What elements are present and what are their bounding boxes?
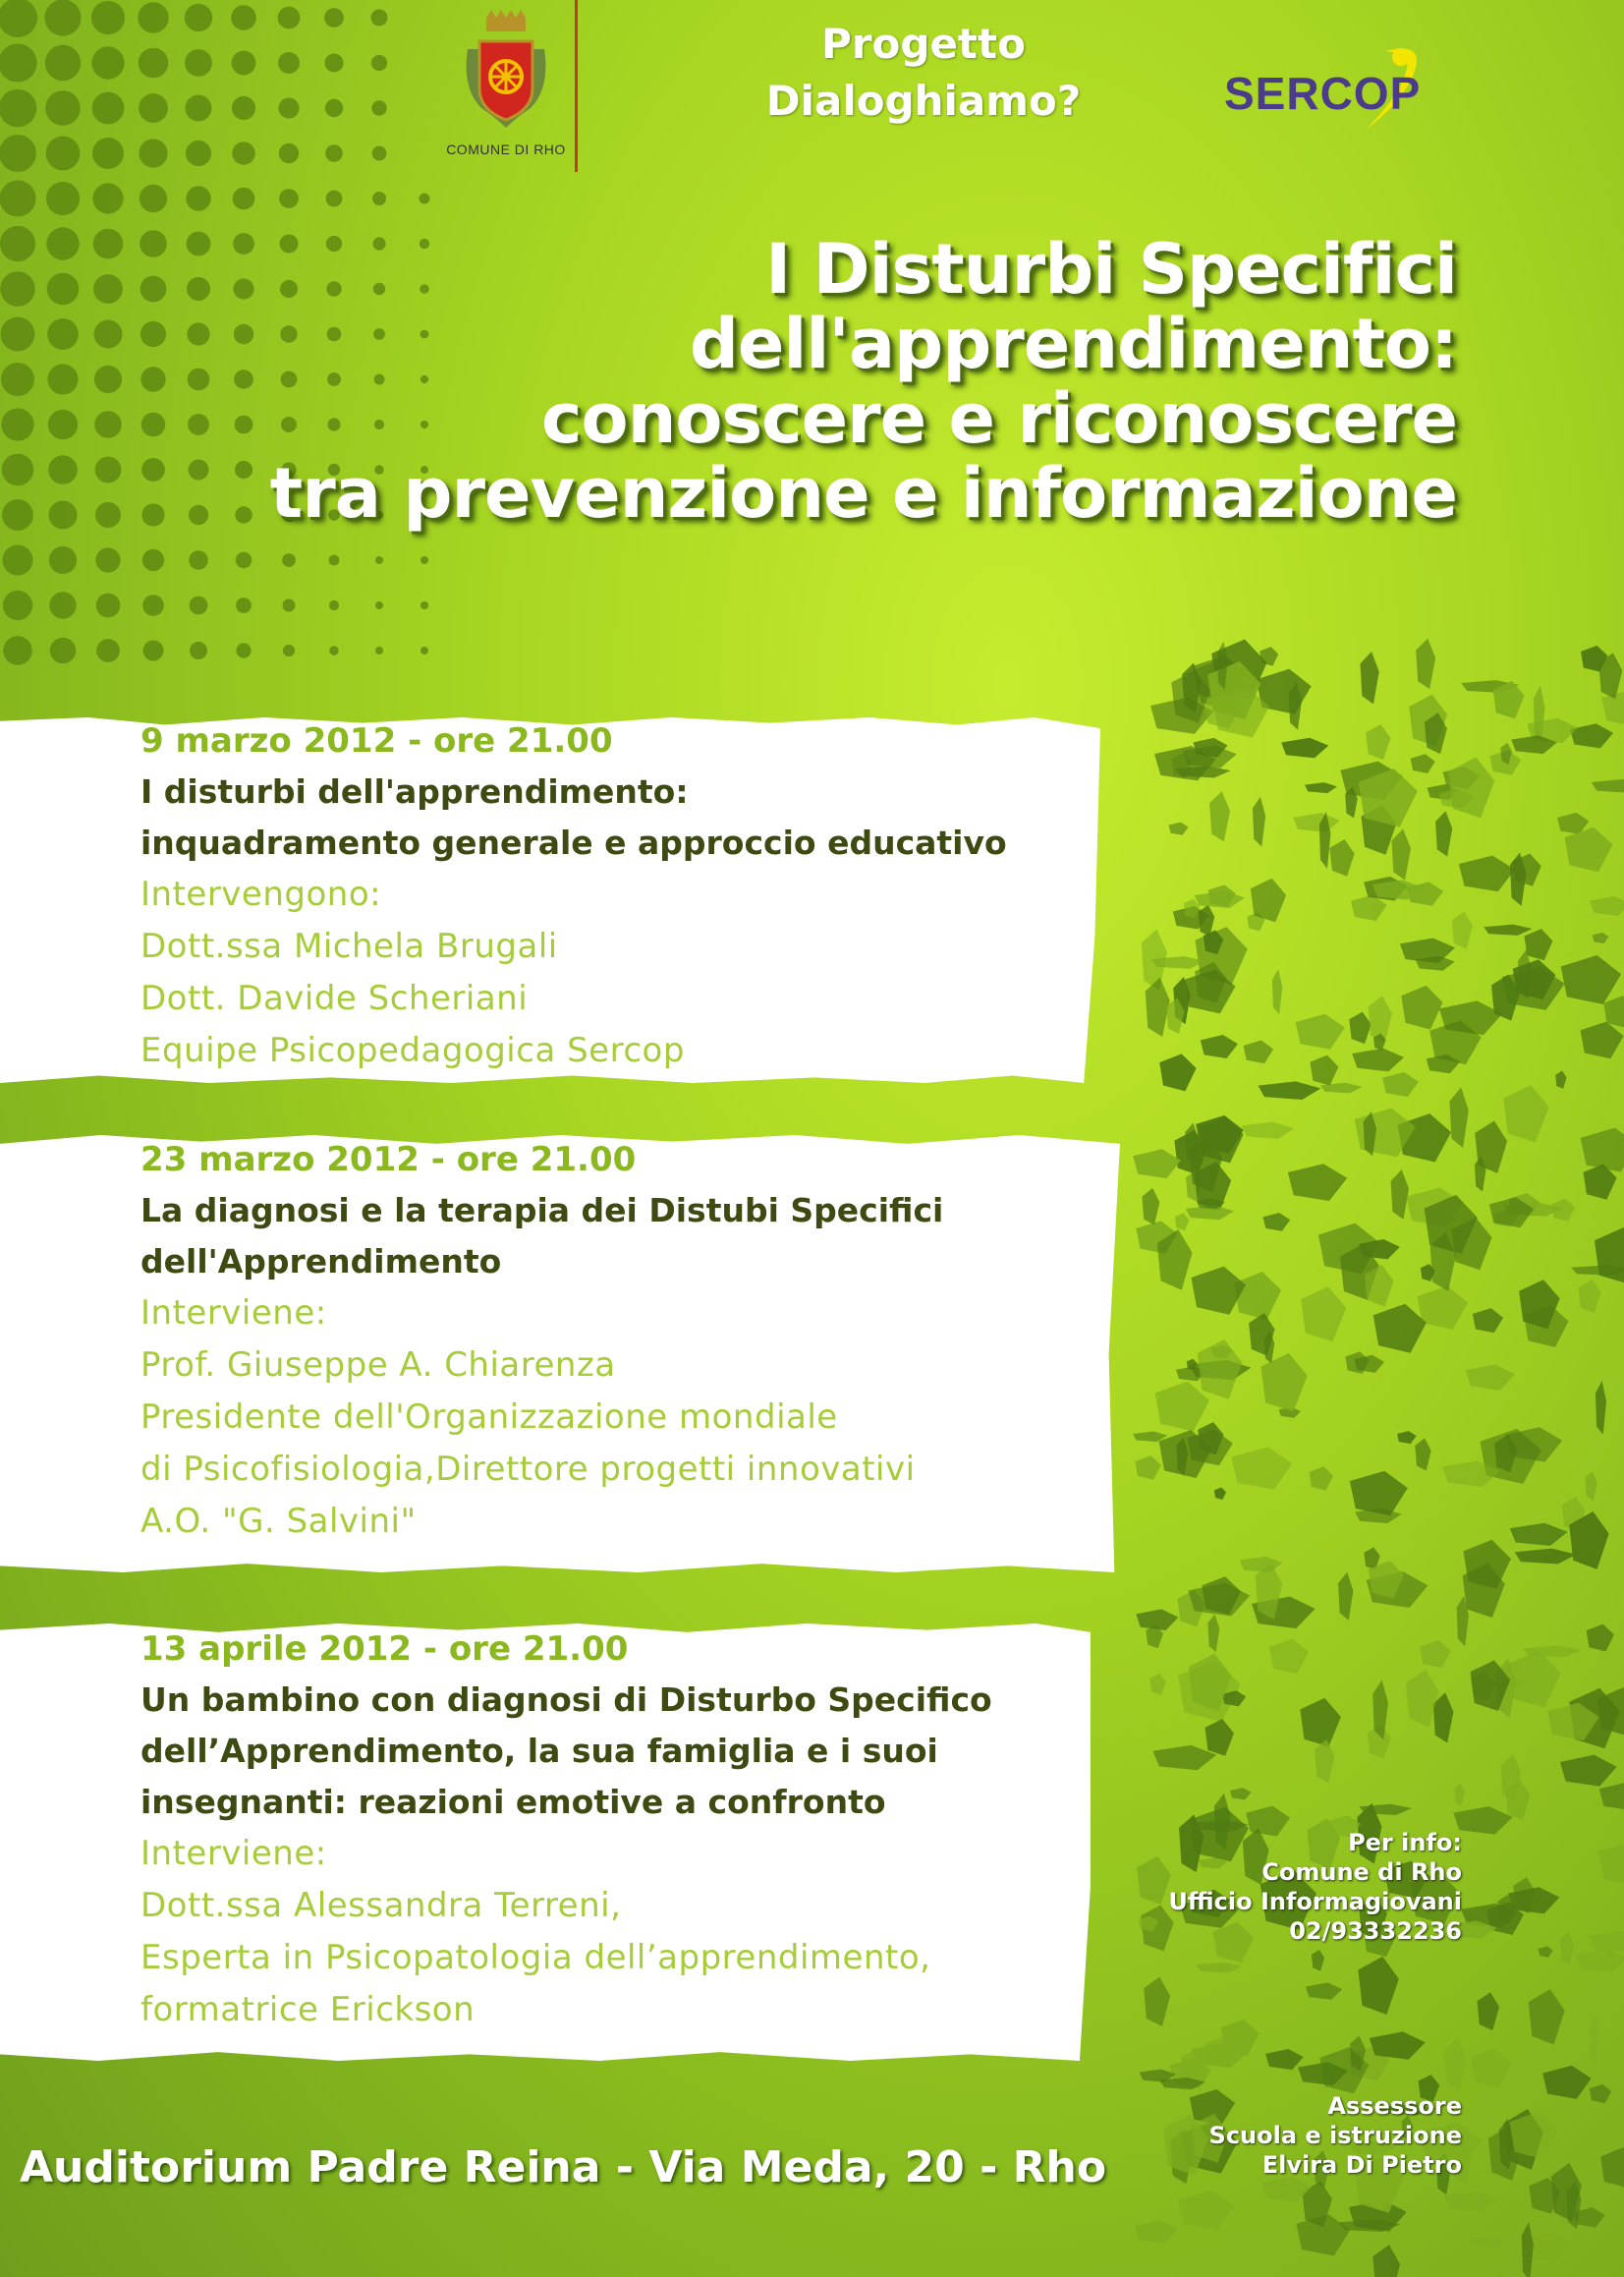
event-speaker-line: Esperta in Psicopatologia dell’apprendimento, <box>140 1938 931 1977</box>
assessore-credit <box>1209 2091 1462 2180</box>
event-speaker-line: Interviene: <box>140 1293 327 1333</box>
comune-di-rho-logo <box>432 10 580 177</box>
event-speaker-line: Prof. Giuseppe A. Chiarenza <box>140 1345 616 1385</box>
title-line: I Disturbi Specifici <box>765 229 1457 310</box>
event-subject-line: Un bambino con diagnosi di Disturbo Specifico <box>140 1680 992 1719</box>
municipality-caption: COMUNE DI RHO <box>446 142 566 157</box>
event-speaker-line: Dott. Davide Scheriani <box>140 979 529 1018</box>
title-line: dell'apprendimento: <box>689 304 1457 384</box>
logo-divider <box>575 0 578 172</box>
venue-address: Auditorium Padre Reina - Via Meda, 20 - Rho <box>20 2142 1107 2192</box>
event-subject-line: insegnanti: reazioni emotive a confronto <box>140 1783 886 1821</box>
info-line: Comune di Rho <box>1261 1858 1462 1886</box>
event-speaker-line: di Psicofisiologia,Direttore progetti innovativi <box>140 1450 916 1489</box>
project-line: Progetto <box>821 20 1026 68</box>
event-speaker-line: A.O. "G. Salvini" <box>140 1502 417 1541</box>
event-subject-line: dell’Apprendimento, la sua famiglia e i suoi <box>140 1732 938 1770</box>
event-subject-line: inquadramento generale e approccio educativo <box>140 824 1007 862</box>
municipal-coat-of-arms-icon <box>462 10 550 138</box>
event-speaker-line: Interviene: <box>140 1834 327 1873</box>
project-line: Dialoghiamo? <box>765 77 1082 125</box>
event-2 <box>140 1134 943 1548</box>
event-date: 23 marzo 2012 - ore 21.00 <box>140 1140 637 1179</box>
title-line: conoscere e riconoscere <box>540 378 1457 459</box>
sercop-logo <box>1218 41 1444 140</box>
main-title <box>269 229 1457 534</box>
event-speaker-line: formatrice Erickson <box>140 1990 476 2029</box>
event-subject-line: dell'Apprendimento <box>140 1242 502 1281</box>
event-speaker-line: Equipe Psicopedagogica Sercop <box>140 1031 685 1070</box>
event-date: 9 marzo 2012 - ore 21.00 <box>140 721 613 761</box>
assessore-line: Scuola e istruzione <box>1208 2122 1462 2149</box>
event-speaker-line: Dott.ssa Alessandra Terreni, <box>140 1886 622 1925</box>
sercop-wordmark: SERCOP <box>1224 68 1422 119</box>
contact-info <box>1168 1828 1462 1946</box>
event-subject-line: La diagnosi e la terapia dei Distubi Specifici <box>140 1191 944 1229</box>
info-line: Per info: <box>1348 1829 1462 1856</box>
event-speaker-line: Presidente dell'Organizzazione mondiale <box>140 1397 838 1437</box>
event-date: 13 aprile 2012 - ore 21.00 <box>140 1629 629 1669</box>
event-3 <box>140 1623 992 2036</box>
project-name <box>727 16 1120 130</box>
info-phone: 02/93332236 <box>1289 1917 1462 1945</box>
event-1 <box>140 715 1007 1077</box>
assessore-line: Elvira Di Pietro <box>1261 2151 1462 2179</box>
assessore-line: Assessore <box>1327 2092 1462 2120</box>
info-line: Ufficio Informagiovani <box>1168 1888 1462 1915</box>
event-subject-line: I disturbi dell'apprendimento: <box>140 772 689 811</box>
event-speaker-line: Dott.ssa Michela Brugali <box>140 927 558 966</box>
event-speaker-line: Intervengono: <box>140 875 382 914</box>
title-line: tra prevenzione e informazione <box>269 453 1457 534</box>
grunge-texture <box>1113 629 1624 2277</box>
